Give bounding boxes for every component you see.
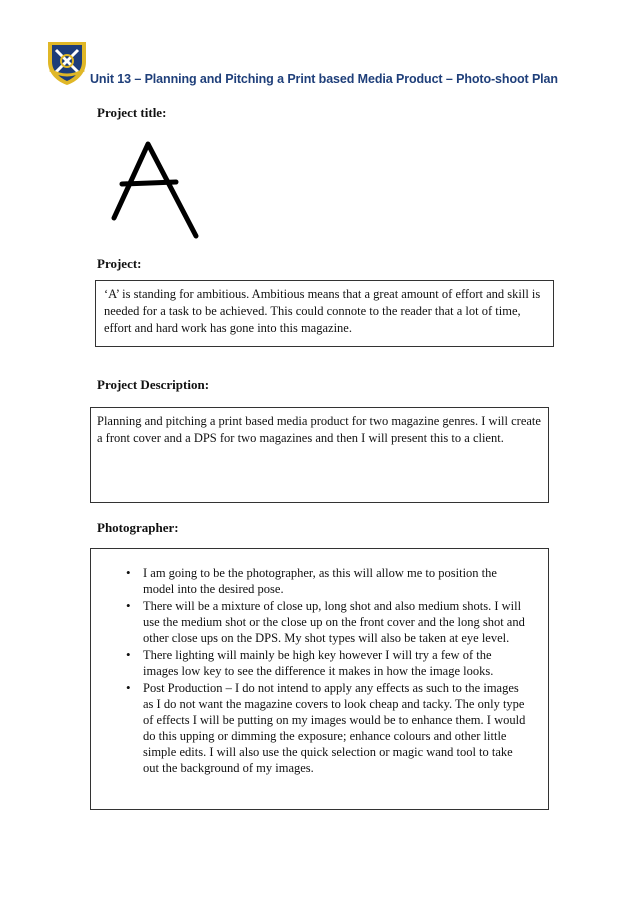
project-description-label: Project Description:: [97, 377, 210, 392]
project-label: Project:: [97, 256, 142, 271]
bullet-item: • There will be a mixture of close up, long shot and also medium shots. I will use the medium shot or the close up on the front cover and the long shot and other close ups on the DPS. My shot types will also be taken at eye level.: [126, 598, 530, 646]
document-header-title: Unit 13 – Planning and Pitching a Print based Media Product – Photo-shoot Plan: [90, 72, 558, 86]
bullet-item: • Post Production – I do not intend to apply any effects as such to the images as I do not want the magazine covers to look cheap and tacky. The only type of effects I will be putting on my images would be to enhance them. I would do this upping or dimming the exposure; enhance colours and other little simple edits. I will also use the quick selection or magic wand tool to take out the background of my images.: [126, 680, 530, 776]
project-description-text: Planning and pitching a print based media product for two magazine genres. I will create a front cover and a DPS for two magazines and then I will present this to a client.: [97, 414, 541, 445]
bullet-item: • I am going to be the photographer, as this will allow me to position the model into the desired pose.: [126, 565, 530, 597]
project-text: ‘A’ is standing for ambitious. Ambitious means that a great amount of effort and skill is needed for a task to be achieved. This could connote to the reader that a lot of time, effort and hard work has gone into this magazine.: [104, 287, 541, 335]
project-text-box: [95, 280, 554, 347]
handwritten-letter-a: [108, 138, 204, 240]
project-title-label: Project title:: [97, 105, 167, 120]
photographer-label: Photographer:: [97, 520, 179, 535]
project-description-box: [90, 407, 549, 503]
bullet-item: • There lighting will mainly be high key however I will try a few of the images low key to see the difference it makes in how the image looks.: [126, 647, 530, 679]
photographer-bullet-list: [107, 565, 530, 776]
photographer-box: [90, 548, 549, 810]
school-crest-logo: [46, 40, 88, 86]
